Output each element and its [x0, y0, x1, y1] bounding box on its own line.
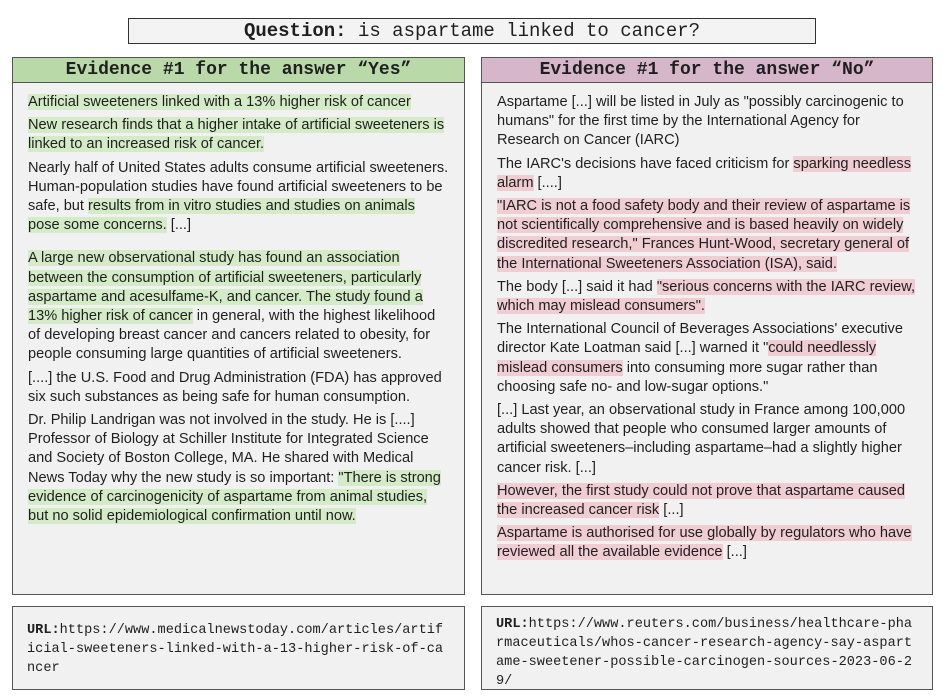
highlight: results from in vitro studies and studies on animals pose some concerns.	[28, 198, 415, 234]
no-evidence-heading: Evidence #1 for the answer “No”	[481, 57, 933, 83]
yes-source-url[interactable]: https://www.medicalnewstoday.com/articles/artificial-sweeteners-linked-with-a-13-higher-risk-of-cancer	[27, 623, 444, 676]
highlight: "There is strong evidence of carcinogenicity of aspartame from animal studies, but no solid epidemiological confirmation until now.	[28, 469, 441, 525]
url-label: URL:	[27, 623, 60, 638]
ellipsis: [...]	[722, 544, 747, 561]
highlight: sparking needless alarm	[497, 155, 912, 191]
yes-paragraph-2	[28, 116, 450, 154]
no-paragraph-5-tail: into consuming more sugar rather than choosing safe no- and low-sugar options."	[497, 359, 878, 395]
ellipsis: [...]	[166, 217, 192, 234]
url-label: URL:	[496, 617, 529, 632]
question-text: is aspartame linked to cancer?	[346, 20, 701, 42]
yes-paragraph-1	[28, 93, 450, 112]
yes-paragraph-4	[28, 249, 450, 364]
highlight: "IARC is not a food safety body and their review of aspartame is not scientifically comprehensive and is based heavily on widely discredited research," Frances Hunt-Wood, secretary general of the International Sweeteners Association (ISA), said.	[497, 198, 911, 272]
no-paragraph-3	[497, 197, 918, 274]
highlight: Aspartame is authorised for use globally by regulators who have reviewed all the available evidence	[497, 525, 912, 561]
no-paragraph-7	[497, 482, 918, 520]
highlight: "serious concerns with the IARC review, which may mislead consumers".	[497, 278, 916, 315]
highlight: Artificial sweeteners linked with a 13% higher risk of cancer	[28, 94, 411, 110]
highlight: A large new observational study has found an association between the consumption of artificial sweeteners, particularly aspartame and acesulfame-K, and cancer. The study found a 13% higher risk of cancer	[28, 250, 423, 325]
no-paragraph-1: Aspartame [...] will be listed in July as "possibly carcinogenic to humans" for the first time by the International Agency for Research on Cancer (IARC)	[497, 94, 904, 149]
question-label: Question:	[243, 20, 347, 42]
highlight: could needlessly mislead consumers	[497, 340, 877, 376]
yes-paragraph-5: [....] the U.S. Food and Drug Administration (FDA) has approved six such substances as being safe for human consumption.	[28, 369, 442, 405]
yes-evidence-panel	[12, 83, 465, 595]
ellipsis: [....]	[533, 174, 562, 191]
no-paragraph-8	[497, 524, 918, 562]
yes-paragraph-6	[28, 411, 450, 526]
yes-url-box	[12, 606, 465, 690]
yes-evidence-heading: Evidence #1 for the answer “Yes”	[12, 57, 465, 83]
no-paragraph-5	[497, 320, 918, 397]
highlight: However, the first study could not prove that aspartame caused the increased cancer risk	[497, 482, 906, 519]
no-paragraph-6: [...] Last year, an observational study in France among 100,000 adults showed that people who consumed larger amounts of artificial sweeteners–including aspartame–had a slightly higher cancer risk. [...]	[497, 402, 906, 476]
question-box	[128, 18, 816, 44]
yes-paragraph-6-text: Dr. Philip Landrigan was not involved in the study. He is [....] Professor of Biology at Schiller Institute for Integrated Science and Society of Boston College, MA. He shared with Medical News Today why the new study is so important:	[28, 412, 429, 486]
no-source-url[interactable]: https://www.reuters.com/business/healthcare-pharmaceuticals/whos-cancer-research-agency-say-aspartame-sweetener-possible-carcinogen-sources-2023-06-29/	[496, 617, 913, 689]
yes-paragraph-3	[28, 159, 450, 236]
highlight: New research finds that a higher intake of artificial sweeteners is linked to an increased risk of cancer.	[28, 117, 445, 153]
yes-paragraph-4-text: in general, with the highest likelihood of developing breast cancer and cancers related to obesity, for people consuming large quantities of artificial sweeteners.	[28, 308, 436, 363]
no-paragraph-4	[497, 278, 918, 316]
yes-paragraph-3-text: Nearly half of United States adults consume artificial sweeteners. Human-population studies have found artificial sweeteners to be safe, but	[28, 159, 449, 215]
no-url-box	[481, 606, 933, 690]
no-paragraph-5-text: The International Council of Beverages Associations' executive director Kate Loatman said [...] warned it "	[497, 321, 903, 357]
no-paragraph-4-text: The body [...] said it had	[497, 278, 657, 295]
no-paragraph-2	[497, 155, 918, 193]
no-paragraph-2-text: The IARC's decisions have faced criticism for	[497, 155, 794, 172]
ellipsis: [...]	[659, 502, 684, 519]
no-evidence-panel	[481, 83, 933, 595]
